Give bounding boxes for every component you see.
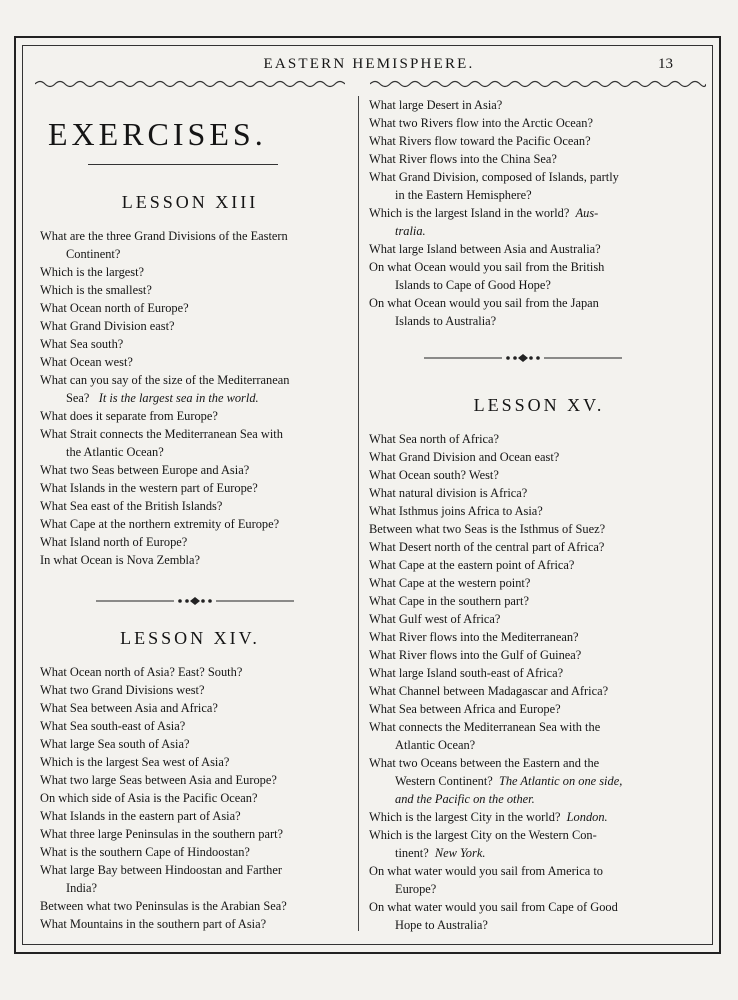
question-text: Sea? (66, 391, 90, 405)
lesson-13-question: What are the three Grand Divisions of the Eastern (40, 229, 288, 243)
lesson-14-question: What Grand Division, composed of Islands, partly (369, 170, 619, 184)
column-divider (358, 96, 359, 931)
lesson-14-question: What Rivers flow toward the Pacific Ocean? (369, 134, 591, 148)
lesson-15-question: On what water would you sail from Cape of Good (369, 900, 618, 914)
question-text: Which is the largest Island in the world? (369, 206, 570, 220)
main-heading: EXERCISES. (48, 116, 267, 152)
lesson-15-question: What Isthmus joins Africa to Asia? (369, 504, 543, 518)
answer-text: New York. (434, 846, 486, 860)
lesson-13-question: Continent? (66, 247, 121, 261)
lesson-14-question: Islands to Cape of Good Hope? (395, 278, 551, 292)
lesson-15-question: What two Oceans between the Eastern and the (369, 756, 600, 770)
page-number: 13 (658, 56, 673, 72)
answer-text: It is the largest sea in the world. (98, 391, 259, 405)
lesson-15-question: What Grand Division and Ocean east? (369, 450, 560, 464)
lesson-14-question: Islands to Australia? (395, 314, 497, 328)
lesson-15-question: What Cape in the southern part? (369, 594, 529, 608)
lesson-14-question: On what Ocean would you sail from the British (369, 260, 605, 274)
wavy-rule-left (35, 79, 345, 89)
lesson-13-question: What Sea east of the British Islands? (40, 499, 223, 513)
lesson-14-question: What large Bay between Hindoostan and Farther (40, 863, 282, 877)
lesson-14-question: India? (66, 881, 97, 895)
lesson-13-question: What Ocean west? (40, 355, 133, 369)
heading-underline (88, 164, 278, 165)
lesson-13-question: What Strait connects the Mediterranean Sea with (40, 427, 283, 441)
lesson-13-question: What Cape at the northern extremity of Europe? (40, 517, 280, 531)
lesson-13-question: the Atlantic Ocean? (66, 445, 164, 459)
lesson-15-question: What River flows into the Mediterranean? (369, 630, 579, 644)
lesson-14-question: What three large Peninsulas in the southern part? (40, 827, 284, 841)
lesson-14-question: What Ocean north of Asia? East? South? (40, 665, 243, 679)
lesson-13-question: What two Seas between Europe and Asia? (40, 463, 250, 477)
lesson-15-title: LESSON XV. (473, 395, 605, 415)
answer-text (369, 790, 535, 808)
lesson-14-question: On what Ocean would you sail from the Japan (369, 296, 599, 310)
lesson-15-question: What Sea north of Africa? (369, 432, 500, 446)
lesson-14-question: What River flows into the China Sea? (369, 152, 557, 166)
lesson-13-question: What Islands in the western part of Europe? (40, 481, 258, 495)
lesson-15-question: What Ocean south? West? (369, 468, 499, 482)
lesson-13-question: In what Ocean is Nova Zembla? (40, 553, 200, 567)
lesson-14-question: What large Sea south of Asia? (40, 737, 190, 751)
lesson-14-question: What large Island between Asia and Australia? (369, 242, 601, 256)
lesson-14-question: What Sea south-east of Asia? (40, 719, 186, 733)
lesson-13-question: What Ocean north of Europe? (40, 301, 189, 315)
lesson-15-question: What Cape at the eastern point of Africa? (369, 558, 575, 572)
lesson-15-question: What large Island south-east of Africa? (369, 666, 564, 680)
lesson-15-question: What Desert north of the central part of Africa? (369, 540, 605, 554)
question-text: tinent? (395, 846, 429, 860)
lesson-15-question: What River flows into the Gulf of Guinea? (369, 648, 582, 662)
lesson-13-question: What can you say of the size of the Mediterranean (40, 373, 290, 387)
lesson-13-question: Which is the smallest? (40, 283, 152, 297)
lesson-14-question: Between what two Peninsulas is the Arabian Sea? (40, 899, 287, 913)
lesson-15-question: Which is the largest City on the Western Con- (369, 828, 597, 842)
lesson-15-question: What Cape at the western point? (369, 576, 531, 590)
answer-text: tralia. (395, 224, 426, 238)
lesson-14-question: What two large Seas between Asia and Europe? (40, 773, 277, 787)
lesson-15-question: On what water would you sail from America to (369, 864, 603, 878)
lesson-14-question (369, 204, 598, 222)
running-header: EASTERN HEMISPHERE. (263, 56, 475, 72)
lesson-14-question: What two Rivers flow into the Arctic Ocean? (369, 116, 593, 130)
lesson-13-question: What Island north of Europe? (40, 535, 188, 549)
question-text: Western Continent? (395, 774, 493, 788)
lesson-14-question: in the Eastern Hemisphere? (395, 188, 532, 202)
answer-text: and the Pacific on the other. (395, 792, 535, 806)
lesson-15-question: What Gulf west of Africa? (369, 612, 501, 626)
lesson-13-question: Which is the largest? (40, 265, 145, 279)
lesson-15-question (369, 808, 608, 826)
lesson-14-question: What two Grand Divisions west? (40, 683, 205, 697)
lesson-15-question (369, 772, 622, 790)
lesson-15-question: What natural division is Africa? (369, 486, 528, 500)
lesson-14-question: What Islands in the eastern part of Asia? (40, 809, 241, 823)
lesson-14-question: What is the southern Cape of Hindoostan? (40, 845, 250, 859)
lesson-15-question: What Sea between Africa and Europe? (369, 702, 561, 716)
lesson-15-question: What Channel between Madagascar and Africa? (369, 684, 609, 698)
lesson-15-question (369, 844, 485, 862)
lesson-14-question: What large Desert in Asia? (369, 98, 503, 112)
lesson-15-question: Between what two Seas is the Isthmus of Suez? (369, 522, 606, 536)
answer-text (369, 222, 426, 240)
wavy-rule-right (370, 79, 706, 89)
ornament-divider (96, 596, 294, 606)
lesson-14-title: LESSON XIV. (120, 628, 260, 648)
lesson-14-question: What Mountains in the southern part of Asia? (40, 917, 267, 931)
answer-text: Aus- (575, 206, 599, 220)
lesson-15-question: What connects the Mediterranean Sea with the (369, 720, 601, 734)
lesson-13-question (40, 389, 259, 407)
answer-text: The Atlantic on one side, (498, 774, 623, 788)
ornament-divider (424, 353, 622, 363)
lesson-13-question: What does it separate from Europe? (40, 409, 218, 423)
lesson-13-question: What Sea south? (40, 337, 124, 351)
lesson-14-question: Which is the largest Sea west of Asia? (40, 755, 230, 769)
lesson-14-question: On which side of Asia is the Pacific Ocean? (40, 791, 258, 805)
lesson-15-question: Europe? (395, 882, 437, 896)
question-text: Which is the largest City in the world? (369, 810, 561, 824)
lesson-13-title: LESSON XIII (121, 192, 259, 212)
lesson-14-question: What Sea between Asia and Africa? (40, 701, 218, 715)
lesson-15-question: Hope to Australia? (395, 918, 488, 932)
lesson-15-question: Atlantic Ocean? (395, 738, 476, 752)
lesson-13-question: What Grand Division east? (40, 319, 175, 333)
answer-text: London. (566, 810, 608, 824)
